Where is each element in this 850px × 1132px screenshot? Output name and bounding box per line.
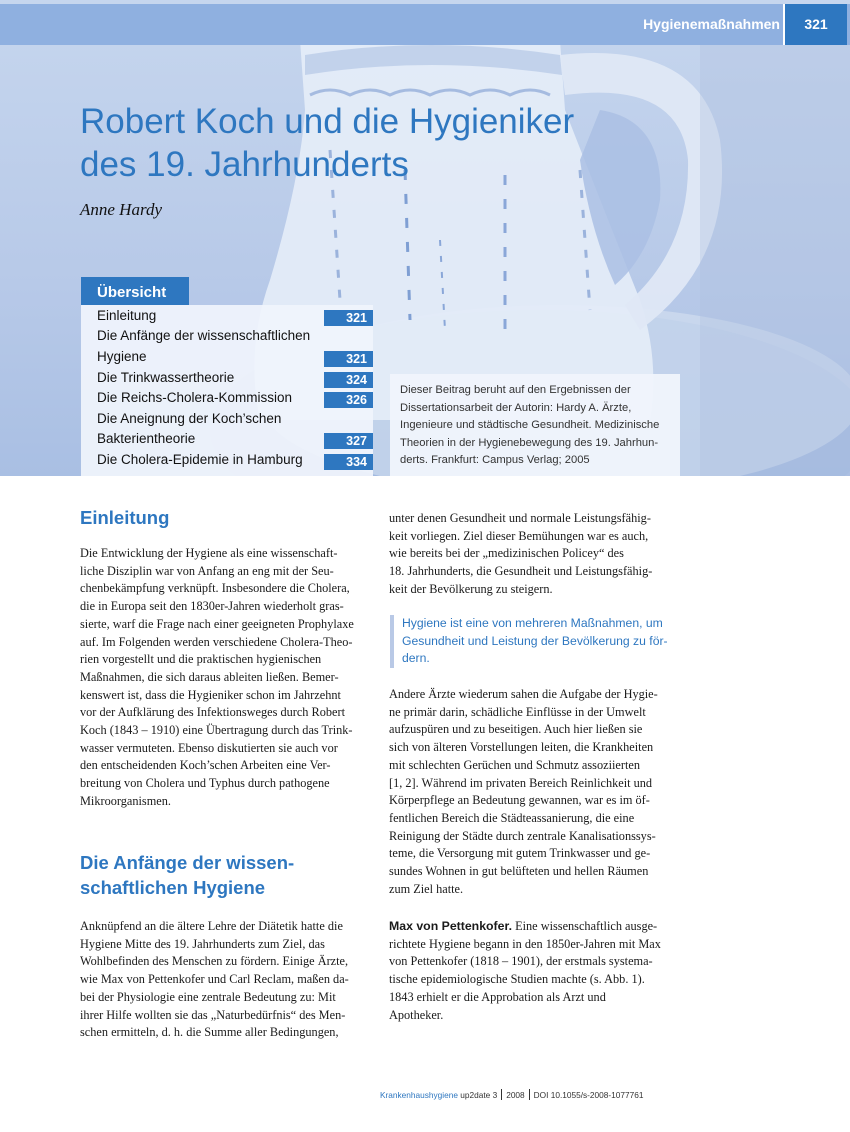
text-line: schen ermitteln, d. h. die Summe aller Bedingungen, — [80, 1025, 339, 1040]
pettenkofer-paragraph — [389, 918, 689, 1024]
text-line: liche Disziplin war von Anfang an eng mit der Seu- — [80, 563, 334, 578]
quote-line: Gesundheit und Leistung der Bevölkerung zu för- — [402, 633, 668, 648]
toc-entry-label: Hygiene — [97, 349, 147, 364]
continuation-paragraph — [389, 510, 689, 599]
text-line: teme, die Versorgung mit gutem Trinkwasser und ge- — [389, 846, 651, 861]
text-line: sich von älteren Vorstellungen leiten, die Krankheiten — [389, 740, 654, 755]
note-line: Dissertationsarbeit der Autorin: Hardy A. Ärzte, — [400, 401, 632, 414]
text-line: wie Max von Pettenkofer und Carl Reclam, maßen da- — [80, 972, 349, 987]
text-line: auf. Im Folgenden werden verschiedene Cholera-Theo- — [80, 634, 353, 649]
text-line: breitung von Cholera und Typhus durch pathogene — [80, 776, 330, 791]
heading-line: Die Anfänge der wissen- — [80, 852, 295, 873]
intro-paragraph — [80, 545, 380, 811]
text-line: Apotheker. — [389, 1007, 444, 1022]
text-line: Anknüpfend an die ältere Lehre der Diätetik hatte die — [80, 919, 343, 933]
overview-list — [81, 305, 373, 476]
text-line: aufzuspüren und zu beseitigen. Auch hier ließen sie — [389, 722, 643, 737]
text-line: von Pettenkofer (1818 – 1901), der erstmals systema- — [389, 954, 653, 969]
text-line: zum Ziel hatte. — [389, 881, 464, 896]
text-line: ihrer Hilfe wollten sie das „Naturbedürfnis“ des Men- — [80, 1007, 346, 1022]
toc-entry-label: Die Trinkwassertheorie — [97, 370, 235, 385]
text-line: Mikroorganismen. — [80, 793, 171, 808]
text-line: fentlichen Bereich die Städteassanierung, die eine — [389, 810, 635, 825]
footer-separator — [529, 1089, 530, 1100]
toc-entry-label: Einleitung — [97, 308, 157, 323]
text-line: 1843 erhielt er die Approbation als Arzt und — [389, 989, 606, 1004]
quote-line: dern. — [402, 651, 430, 666]
text-line — [389, 918, 689, 936]
toc-entry-label: Bakterientheorie — [97, 431, 196, 446]
quote-line: Hygiene ist eine von mehreren Maßnahmen, um — [402, 616, 663, 630]
footer-separator — [501, 1089, 502, 1100]
toc-entry-page: 326 — [324, 392, 373, 408]
text-line: Koch (1843 – 1910) eine Übertragung durch das Trink- — [80, 723, 353, 738]
title-line-1: Robert Koch und die Hygieniker — [80, 102, 575, 141]
toc-entry-page: 321 — [324, 351, 373, 367]
text-line: mit schlechten Gerüchen und Schmutz assoziierten — [389, 757, 640, 772]
text-line: sundes Wohnen in gut belüfteten und hellen Räumen — [389, 864, 649, 879]
footer-doi[interactable]: DOI 10.1055/s-2008-1077761 — [533, 1090, 644, 1100]
text-line: vor der Aufklärung des Infektionsweges durch Robert — [80, 705, 345, 720]
text-line: sierte, warf die Frage nach einer geeigneten Prophylaxe — [80, 616, 354, 631]
section-heading-beginnings — [80, 850, 294, 900]
text-line: keit der Bevölkerung zu steigern. — [389, 581, 553, 596]
toc-entry-label: Die Reichs-Cholera-Kommission — [97, 390, 293, 405]
beginnings-paragraph — [80, 918, 380, 1042]
toc-entry[interactable] — [97, 411, 373, 426]
footer-year: 2008 — [506, 1090, 525, 1100]
footer — [380, 1089, 643, 1100]
note-line: derts. Frankfurt: Campus Verlag; 2005 — [400, 454, 590, 467]
note-line: Dieser Beitrag beruht auf den Ergebnissen der — [400, 384, 631, 396]
toc-entry[interactable] — [97, 370, 373, 385]
text-line: unter denen Gesundheit und normale Leistungsfähig- — [389, 511, 651, 525]
running-head: Hygienemaßnahmen — [643, 16, 780, 32]
text-line: ne primär darin, schädliche Einflüsse in der Umwelt — [389, 704, 646, 719]
article-title — [80, 100, 640, 186]
text-line: tische epidemiologische Studien machte (s. Abb. 1). — [389, 972, 645, 987]
overview-box — [81, 277, 373, 476]
text-line: Die Entwicklung der Hygiene als eine wissenschaft- — [80, 546, 338, 560]
title-line-2: des 19. Jahrhunderts — [80, 145, 409, 184]
toc-entry-page: 327 — [324, 433, 373, 449]
toc-entry[interactable] — [97, 328, 373, 343]
environment-paragraph — [389, 686, 689, 898]
text-line: rien vorgestellt und die praktischen hygienischen — [80, 652, 322, 667]
note-line: Theorien in der Hygienebewegung des 19. Jahrhun- — [400, 436, 659, 449]
text-line: Wohlbefinden des Menschen zu fördern. Einige Ärzte, — [80, 954, 349, 969]
toc-entry-continued[interactable] — [97, 349, 373, 364]
text-line: wasser vermuteten. Ebenso diskutierten sie auch vor — [80, 740, 338, 755]
text-line: keit vorliegen. Ziel dieser Bemühungen war es auch, — [389, 528, 649, 543]
section-heading-intro: Einleitung — [80, 507, 170, 528]
toc-entry-label: Die Aneignung der Koch’schen — [97, 411, 282, 426]
note-line: Ingenieure und städtische Gesundheit. Medizinische — [400, 419, 660, 432]
toc-entry-page: 321 — [324, 310, 373, 326]
author: Anne Hardy — [80, 200, 162, 219]
footer-issue: up2date 3 — [460, 1090, 498, 1100]
run-in-heading: Max von Pettenkofer. — [389, 919, 513, 933]
text-line: chenbekämpfung verknüpft. Insbesondere die Cholera, — [80, 581, 350, 596]
text-line: bei der Physiologie eine zentrale Bedeutung zu: Mit — [80, 989, 336, 1004]
toc-entry[interactable] — [97, 452, 373, 467]
text-line: Maßnahmen, die sich daraus ableiten ließen. Bemer- — [80, 669, 339, 684]
text-line: die in Europa seit den 1830er-Jahren wiederholt gras- — [80, 599, 344, 614]
text-line: Hygiene Mitte des 19. Jahrhunderts zum Ziel, das — [80, 936, 325, 951]
text-line: richtete Hygiene begann in den 1850er-Jahren mit Max — [389, 936, 661, 951]
toc-entry-label: Die Cholera-Epidemie in Hamburg — [97, 452, 303, 467]
text-line: Körperpflege an Bedeutung gewannen, war es im öf- — [389, 793, 650, 808]
pull-quote — [390, 615, 680, 668]
text-run: Eine wissenschaftlich ausge- — [512, 919, 658, 933]
footer-journal: Krankenhaushygiene — [380, 1090, 458, 1100]
text-line: kenswert ist, dass die Hygieniker schon im Jahrzehnt — [80, 687, 341, 702]
text-line: 18. Jahrhunderts, die Gesundheit und Leistungsfähig- — [389, 564, 653, 579]
text-line: Reinigung der Städte durch zentrale Kanalisationssys- — [389, 828, 656, 843]
toc-entry[interactable] — [97, 390, 373, 405]
toc-entry-label: Die Anfänge der wissenschaftlichen — [97, 328, 311, 343]
source-note — [390, 374, 680, 476]
text-line: den entscheidenden Koch’schen Arbeiten eine Ver- — [80, 758, 331, 773]
toc-entry-page: 324 — [324, 372, 373, 388]
toc-entry-page: 334 — [324, 454, 373, 470]
text-line: Andere Ärzte wiederum sahen die Aufgabe der Hygie- — [389, 687, 658, 701]
text-line: [1, 2]. Während im privaten Bereich Reinlichkeit und — [389, 775, 653, 790]
overview-heading: Übersicht — [81, 277, 189, 305]
text-line: wie bereits bei der „medizinischen Policey“ des — [389, 546, 624, 561]
toc-entry[interactable] — [97, 308, 373, 323]
page-number: 321 — [785, 4, 847, 45]
heading-line: schaftlichen Hygiene — [80, 877, 266, 898]
toc-entry-continued[interactable] — [97, 431, 373, 446]
